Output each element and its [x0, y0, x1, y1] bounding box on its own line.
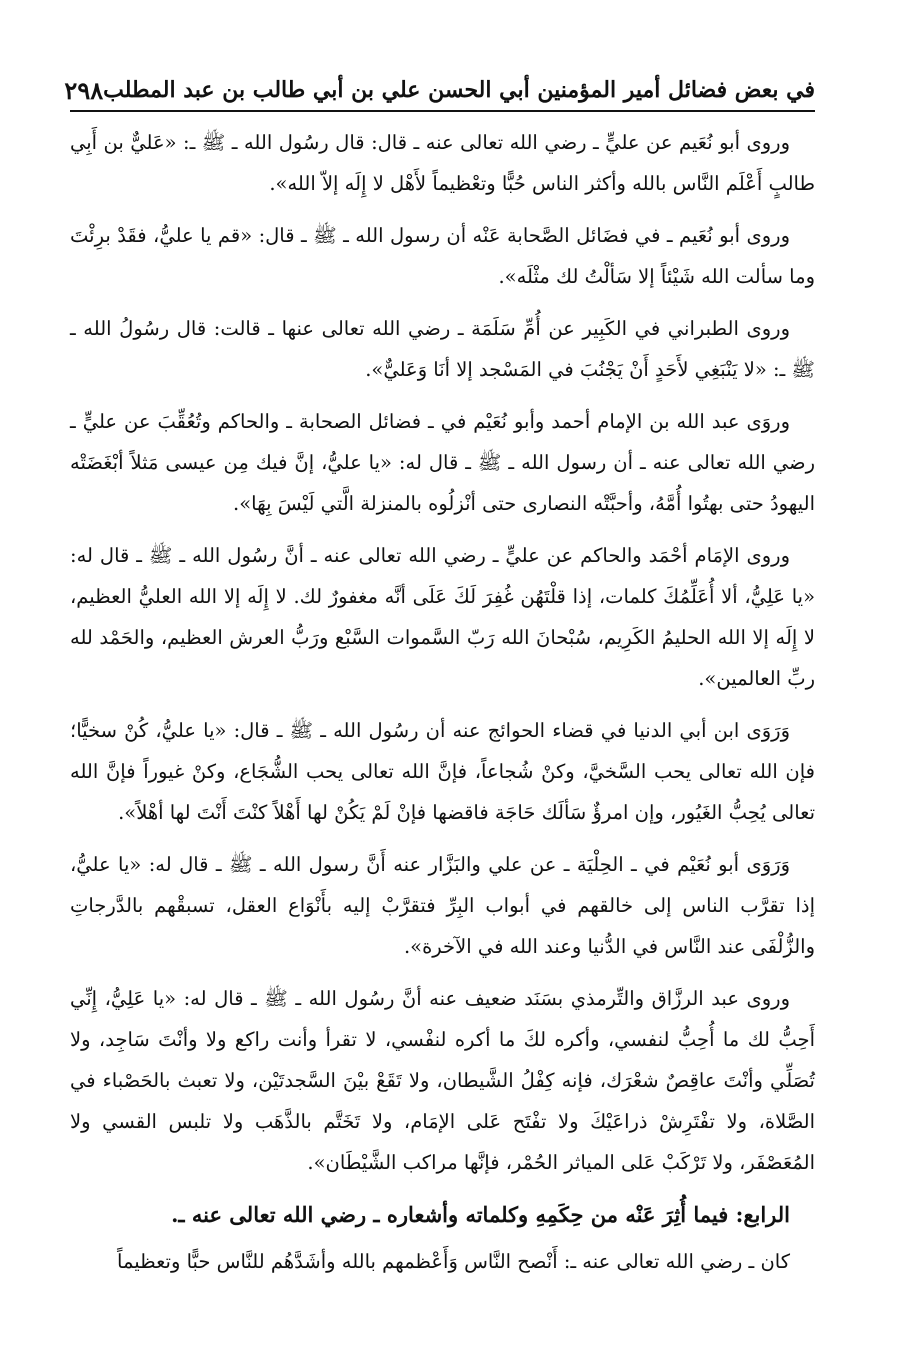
section-heading: الرابع: فيما أُثِرَ عَنْه من حِكَمِهِ وكلماته وأشعاره ـ رضي الله تعالى عنه ـ.: [171, 1202, 790, 1227]
paragraph: وروى أبو نُعَيم ـ في فضَائل الصَّحابة عَنْه أن رسول الله ـ ﷺ ـ قال: «قم يا عليُّ، فقَدْ برِئْتَ وما سألت الله شَيْئاً إلا سَألْتُ لك مثْلَه».: [70, 224, 815, 288]
paragraph: وروى الإمَام أحْمَد والحاكم عن عليٍّ ـ رضي الله تعالى عنه ـ أنَّ رسُول الله ـ ﷺ ـ قال له: «يا عَلِيُّ، ألا أُعَلِّمُكَ كلمات، إذا قلْتَهُن غُفِرَ لَكَ عَلَى أنَّه مغفورٌ لك. لا إِلَه إلا الله العليُّ العظيم، لا إِلَه إلا الله الحليمُ الكَرِيم، سُبْحانَ الله رَبّ السَّموات السَّبْع ورَبُّ العرش العظيم، والحَمْد لله ربِّ العالمين».: [70, 544, 815, 690]
paragraph: وَرَوَى أبو نُعَيْم في ـ الحِلْيَة ـ عن علي والبَزَّار عنه أَنَّ رسول الله ـ ﷺ ـ قال له: «يا عليُّ، إذا تقرَّب الناس إلى خالقهم في أبواب البِرِّ فتقرَّبْ إليه بأَنْوَاع العقل، تسبقْهم بالدَّرجاتِ والزُّلْفَى عند النَّاس في الدُّنيا وعند الله في الآخرة».: [70, 853, 815, 958]
paragraph: وروى عبد الرزَّاق والتِّرمذي بسَنَد ضعيف عنه أنَّ رسُول الله ـ ﷺ ـ قال له: «يا عَلِيُّ، إِنِّي أَحِبُّ لك ما أُحِبُّ لنفسي، وأكره لكَ ما أكره لنفْسي، لا تقرأ وأنت راكع ولا وأنْتَ سَاجِد، ولا تُصَلِّي وأنْتَ عاقِصٌ شعْرَك، فإنه كِفْلُ الشَّيطان، ولا تَقَعْ بيْنَ السَّجدتَيْن، ولا تعبث بالحَصْباء في الصَّلاة، ولا تفْتَرِشْ ذراعَيْكَ ولا تفْتَح عَلى الإمَام، ولا تَخَتَّم بالذَّهَب ولا تلبس القسي ولا المُعَصْفَر، ولا تَرْكَبْ عَلى المياثر الحُمْر، فإنَّها مراكب الشَّيْطَان».: [70, 987, 815, 1174]
paragraph: وَرَوَى ابن أبي الدنيا في قضاء الحوائج عنه أن رسُول الله ـ ﷺ ـ قال: «يا عليُّ، كُنْ سخيًّا؛ فإن الله تعالى يحب السَّخيَّ، وكنْ شُجاعاً، فإنَّ الله تعالى يحب الشُّجَاع، وكنْ غيوراً فإنَّ الله تعالى يُحِبُّ الغَيُور، وإن امرؤٌ سَألَك حَاجَة فاقضها فإنْ لَمْ يَكُنْ لها أَهْلاً كنْتَ أَنْتَ لها أهْلاً».: [70, 719, 815, 824]
paragraph: وروى الطبراني في الكَبِير عن أُمِّ سَلَمَة ـ رضي الله تعالى عنها ـ قالت: قال رسُولُ الله ـ ﷺ ـ: «لا يَنْبَغِي لأَحَدٍ أَنْ يَجْنُبَ في المَسْجد إلا أنَا وَعَليٌّ».: [70, 317, 815, 381]
paragraph: وروَى عبد الله بن الإمام أحمد وأبو نُعَيْم في ـ فضائل الصحابة ـ والحاكم وتُعُقِّبَ عن عليٍّ ـ رضي الله تعالى عنه ـ أن رسول الله ـ ﷺ ـ قال له: «يا عليُّ، إنَّ فيك مِن عيسى مَثلاً أبْغَضَتْه اليهودُ حتى بهتُوا أُمَّهُ، وأحبَّتْه النصارى حتى أنْزلُوه بالمنزلة الَّتي لَيْسَ بِهَا».: [70, 410, 815, 515]
paragraph: كان ـ رضي الله تعالى عنه ـ: أَنْصح النَّاس وَأَعْظمهم بالله وأشَدَّهُم للنَّاس حبًّا وتعظيماً: [117, 1250, 790, 1273]
running-header: [64, 70, 815, 112]
page-body: [70, 122, 815, 1293]
header-title: في بعض فضائل أمير المؤمنين أبي الحسن علي بن أبي طالب بن عبد المطلب: [103, 77, 815, 103]
page-number: ٢٩٨: [64, 75, 104, 105]
paragraph: وروى أبو نُعَيم عن عليٍّ ـ رضي الله تعالى عنه ـ قال: قال رسُول الله ـ ﷺ ـ: «عَليٌّ بن أَبِي طالبٍ أَعْلَم النَّاس بالله وأكثر الناس حُبًّا وتعْظيماً لأَهْل لا إِلَه إلاّ الله».: [70, 131, 815, 195]
